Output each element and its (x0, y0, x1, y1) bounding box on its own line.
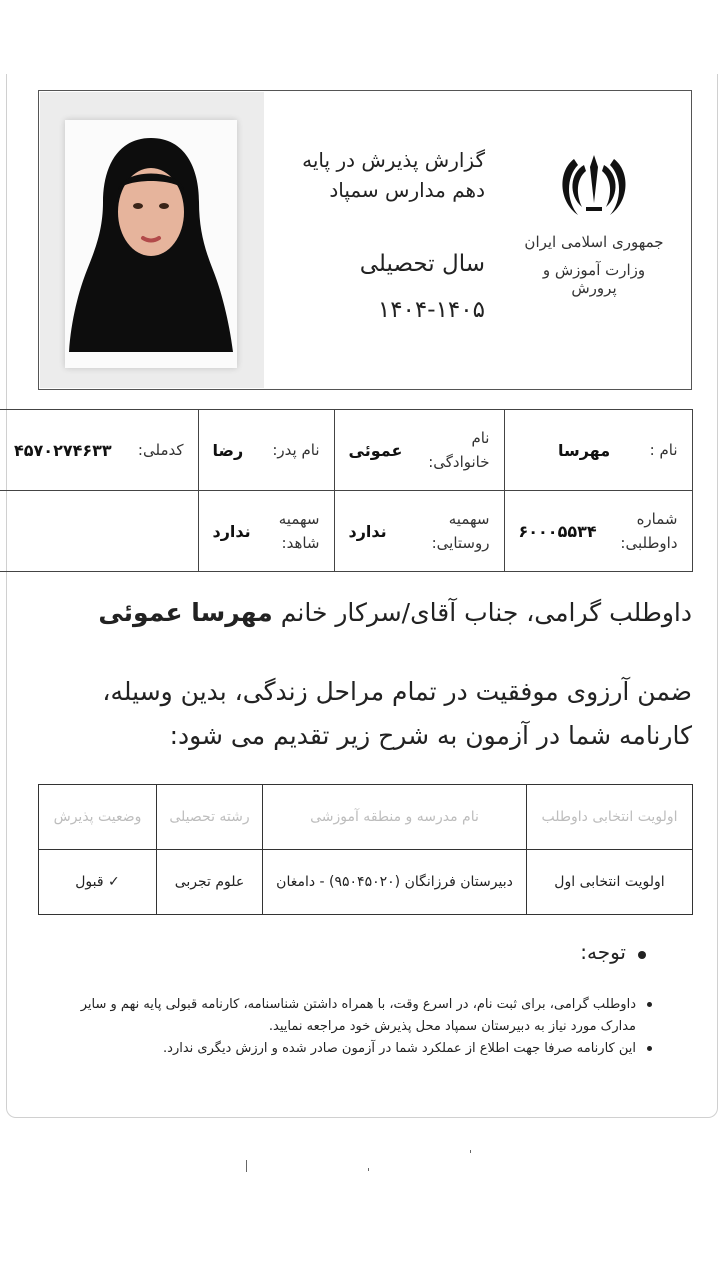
photo-frame (40, 92, 264, 388)
notes-list (56, 994, 636, 1060)
name-cell (504, 410, 692, 491)
greeting-candidate-name: مهرسا عموئی (98, 598, 273, 627)
scan-speck (470, 1150, 471, 1153)
scan-speck (246, 1160, 247, 1172)
candidate-number-label: شماره داوطلبی: (620, 510, 678, 552)
priority-value: اولویت انتخابی اول (527, 850, 693, 915)
results-header-row (39, 785, 693, 850)
name-label: نام : (649, 441, 678, 459)
father-name-label: نام پدر: (272, 441, 320, 459)
header-school: نام مدرسه و منطقه آموزشی (263, 785, 527, 850)
note-item (56, 1038, 636, 1060)
emblem-text-ministry: وزارت آموزش و پرورش (542, 261, 646, 297)
results-row (39, 850, 693, 915)
ministry-emblem (519, 151, 669, 297)
candidate-number-cell (504, 491, 692, 572)
school-value: دبیرستان فرزانگان (۹۵۰۴۵۰۲۰) - دامغان (263, 850, 527, 915)
national-id-value: ۴۵۷۰۲۷۴۶۳۳ (14, 440, 112, 460)
notes-title: توجه: (580, 940, 626, 964)
intro-paragraph: ضمن آرزوی موفقیت در تمام مراحل زندگی، بدین وسیله، کارنامه شما در آزمون به شرح زیر تقدیم می شود: (102, 677, 692, 750)
rural-quota-cell (334, 491, 504, 572)
report-title: گزارش پذیرش در پایه دهم مدارس سمپاد (302, 148, 485, 202)
father-name-cell (198, 410, 334, 491)
results-table (38, 784, 693, 915)
candidate-number-value: ۶۰۰۰۵۵۳۴ (518, 521, 597, 541)
note-item (56, 994, 636, 1038)
field-value: علوم تجربی (157, 850, 263, 915)
national-id-label: کدملی: (137, 441, 184, 459)
emblem-text-republic: جمهوری اسلامی ایران (524, 233, 664, 251)
father-name-value: رضا (212, 440, 244, 460)
bullet-dot-icon (647, 1002, 652, 1007)
candidate-photo (65, 120, 237, 368)
scan-speck (368, 1168, 369, 1171)
academic-year: سال تحصیلی ۱۴۰۵-۱۴۰۴ (359, 251, 485, 323)
shahed-quota-cell (198, 491, 334, 572)
rural-quota-label: سهمیه روستایی: (431, 510, 490, 552)
bullet-dot-icon (647, 1046, 652, 1051)
empty-cell (0, 491, 198, 572)
national-id-cell (0, 410, 198, 491)
note-text-2: این کارنامه صرفا جهت اطلاع از عملکرد شما در آزمون صادر شده و ارزش دیگری ندارد. (163, 1041, 636, 1056)
header-priority: اولویت انتخابی داوطلب (527, 785, 693, 850)
family-name-label: نام خانوادگی: (428, 429, 490, 471)
header-field: رشته تحصیلی (157, 785, 263, 850)
greeting (32, 598, 692, 627)
note-bullet-icon (638, 951, 646, 959)
family-name-value: عموئی (348, 440, 403, 460)
name-value: مهرسا (557, 440, 611, 460)
acceptance-status: ✓ قبول (39, 850, 157, 915)
shahed-quota-value: ندارد (212, 521, 251, 541)
family-name-cell (334, 410, 504, 491)
greeting-prefix: داوطلب گرامی، جناب آقای/سرکار خانم (280, 598, 692, 627)
shahed-quota-label: سهمیه شاهد: (278, 510, 320, 552)
candidate-info-table (0, 409, 693, 572)
iran-emblem-icon (556, 151, 632, 223)
report-header (38, 90, 692, 390)
note-text-1: داوطلب گرامی، برای ثبت نام، در اسرع وقت، با همراه داشتن شناسنامه، کارنامه قبولی پایه نهم و سایر مدارک مورد نیاز به دبیرستان سمپاد محل پذیرش خود مراجعه نمایید. (80, 997, 636, 1034)
rural-quota-value: ندارد (348, 521, 387, 541)
header-status: وضعیت پذیرش (39, 785, 157, 850)
